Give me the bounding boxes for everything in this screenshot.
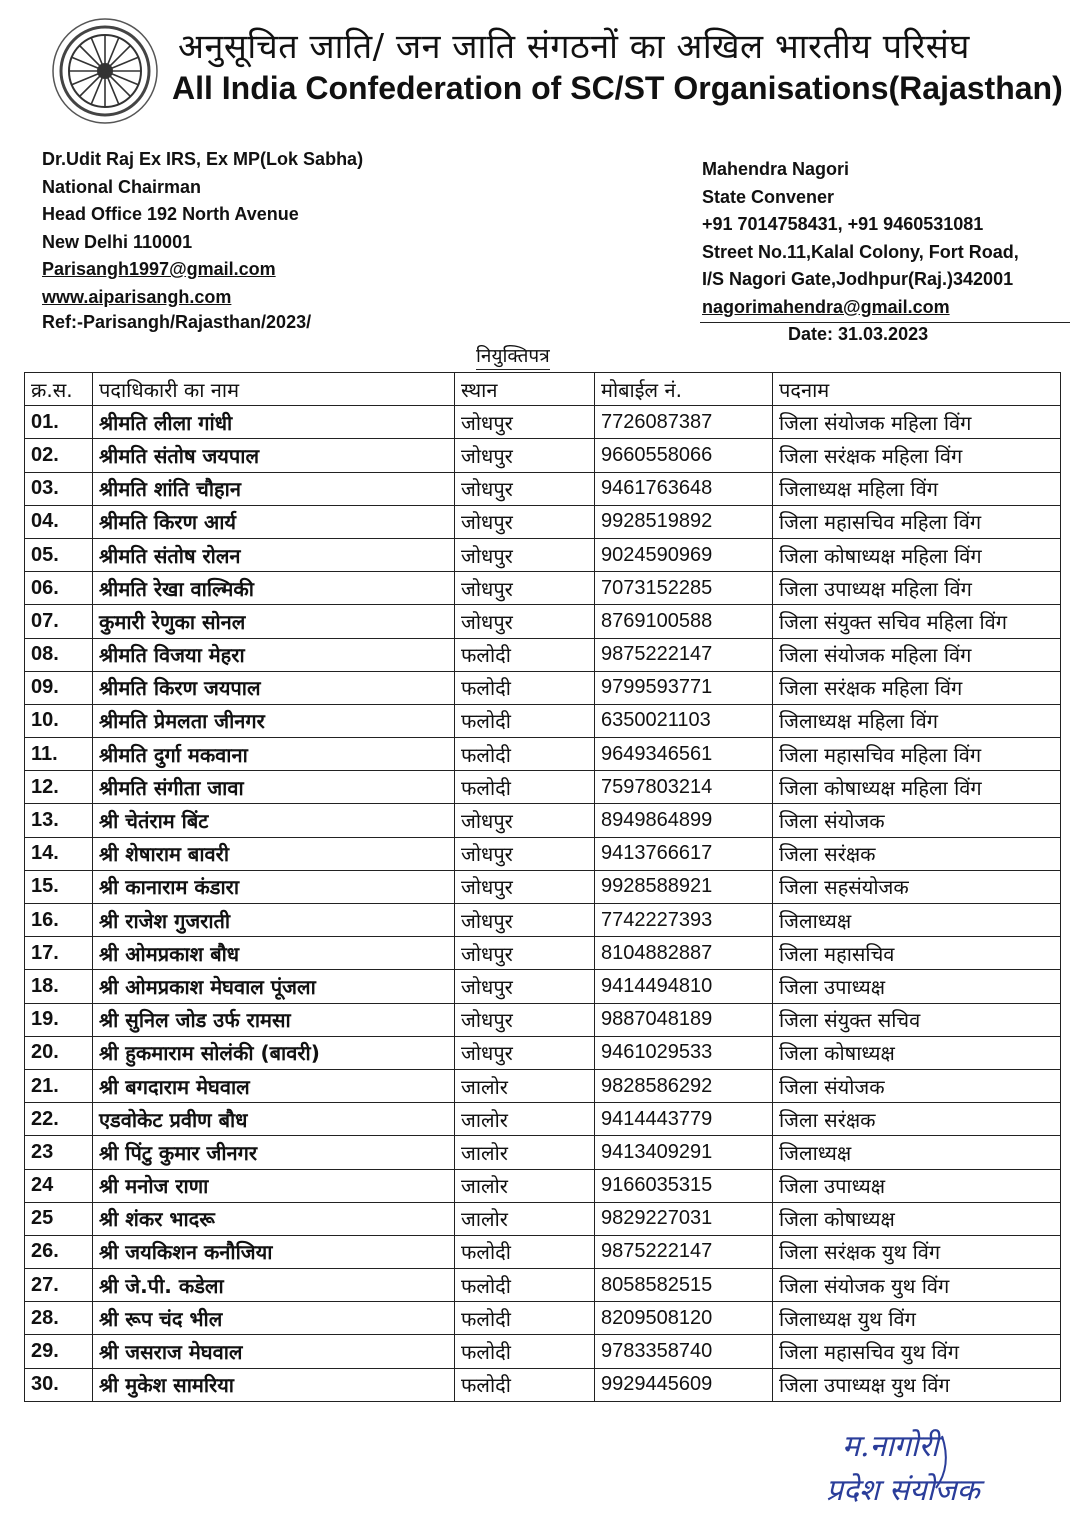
cell-serial: 14. (25, 837, 93, 870)
chairman-role: National Chairman (42, 176, 202, 197)
cell-mobile: 9414494810 (595, 970, 773, 1003)
head-office-city: New Delhi 110001 (42, 231, 193, 252)
table-row (25, 1003, 1061, 1036)
table-row (25, 1069, 1061, 1102)
cell-place: जोधपुर (455, 406, 595, 439)
cell-place: फलोदी (455, 671, 595, 704)
cell-serial: 21. (25, 1069, 93, 1102)
right-email: nagorimahendra@gmail.com (702, 296, 950, 317)
right-contact-block (702, 156, 1019, 321)
cell-mobile: 9828586292 (595, 1069, 773, 1102)
cell-mobile: 9461029533 (595, 1036, 773, 1069)
appointments-table (24, 372, 1061, 1402)
chairman-name: Dr.Udit Raj Ex IRS, Ex MP(Lok Sabha) (42, 149, 364, 169)
cell-designation: जिला कोषाध्यक्ष (773, 1036, 1061, 1069)
table-row (25, 1235, 1061, 1268)
cell-serial: 27. (25, 1269, 93, 1302)
col-header-serial: क्र.स. (25, 373, 93, 406)
cell-serial: 20. (25, 1036, 93, 1069)
org-title-hindi: अनुसूचित जाति/ जन जाति संगठनों का अखिल भारतीय परिसंघ (178, 27, 970, 67)
cell-place: फलोदी (455, 1269, 595, 1302)
table-row (25, 1335, 1061, 1368)
table-row (25, 704, 1061, 737)
head-office-address: Head Office 192 North Avenue (42, 204, 299, 224)
cell-name: श्री कानाराम कंडारा (93, 870, 455, 903)
cell-serial: 19. (25, 1003, 93, 1036)
cell-mobile: 9413766617 (595, 837, 773, 870)
cell-name: श्रीमति किरण आर्य (93, 505, 455, 538)
cell-place: जालोर (455, 1169, 595, 1202)
signature-title: प्रदेश संयोजक (826, 1473, 980, 1508)
cell-mobile: 9649346561 (595, 738, 773, 771)
cell-name: श्रीमति विजया मेहरा (93, 638, 455, 671)
cell-mobile: 7742227393 (595, 904, 773, 937)
table-row (25, 738, 1061, 771)
cell-serial: 11. (25, 738, 93, 771)
cell-place: जालोर (455, 1069, 595, 1102)
cell-mobile: 9929445609 (595, 1368, 773, 1401)
cell-designation: जिला सरंक्षक युथ विंग (773, 1235, 1061, 1268)
table-row (25, 804, 1061, 837)
convener-address-line1: Street No.11,Kalal Colony, Fort Road, (702, 241, 1019, 262)
cell-place: जोधपुर (455, 439, 595, 472)
cell-serial: 06. (25, 572, 93, 605)
cell-place: जालोर (455, 1202, 595, 1235)
cell-designation: जिलाध्यक्ष महिला विंग (773, 704, 1061, 737)
cell-place: जोधपुर (455, 904, 595, 937)
cell-designation: जिला संयुक्त सचिव महिला विंग (773, 605, 1061, 638)
cell-name: श्रीमति संतोष रोलन (93, 538, 455, 571)
cell-designation: जिला उपाध्यक्ष महिला विंग (773, 572, 1061, 605)
cell-mobile: 6350021103 (595, 704, 773, 737)
cell-serial: 26. (25, 1235, 93, 1268)
col-header-name: पदाधिकारी का नाम (93, 373, 455, 406)
table-row (25, 970, 1061, 1003)
website: www.aiparisangh.com (42, 286, 232, 307)
cell-designation: जिला संयोजक महिला विंग (773, 406, 1061, 439)
cell-serial: 15. (25, 870, 93, 903)
cell-designation: जिला कोषाध्यक्ष महिला विंग (773, 538, 1061, 571)
cell-place: जोधपुर (455, 1003, 595, 1036)
cell-designation: जिला कोषाध्यक्ष (773, 1202, 1061, 1235)
cell-designation: जिला उपाध्यक्ष (773, 970, 1061, 1003)
cell-designation: जिला संयोजक युथ विंग (773, 1269, 1061, 1302)
cell-designation: जिलाध्यक्ष (773, 1136, 1061, 1169)
cell-place: फलोदी (455, 771, 595, 804)
table-row (25, 1169, 1061, 1202)
table-row (25, 1136, 1061, 1169)
cell-place: जोधपुर (455, 472, 595, 505)
cell-mobile: 7597803214 (595, 771, 773, 804)
col-header-place: स्थान (455, 373, 595, 406)
cell-mobile: 9829227031 (595, 1202, 773, 1235)
cell-name: श्रीमति दुर्गा मकवाना (93, 738, 455, 771)
table-row (25, 439, 1061, 472)
cell-mobile: 9783358740 (595, 1335, 773, 1368)
table-row (25, 1036, 1061, 1069)
cell-mobile: 9024590969 (595, 538, 773, 571)
cell-designation: जिला महासचिव युथ विंग (773, 1335, 1061, 1368)
cell-name: श्री ओमप्रकाश बौध (93, 937, 455, 970)
table-row (25, 937, 1061, 970)
table-row (25, 1202, 1061, 1235)
cell-designation: जिला सहसंयोजक (773, 870, 1061, 903)
table-row (25, 904, 1061, 937)
cell-name: श्री रूप चंद भील (93, 1302, 455, 1335)
cell-serial: 29. (25, 1335, 93, 1368)
cell-place: जोधपुर (455, 970, 595, 1003)
cell-mobile: 9413409291 (595, 1136, 773, 1169)
cell-mobile: 7726087387 (595, 406, 773, 439)
cell-name: श्री मुकेश सामरिया (93, 1368, 455, 1401)
cell-mobile: 8949864899 (595, 804, 773, 837)
col-header-mobile: मोबाईल नं. (595, 373, 773, 406)
table-row (25, 638, 1061, 671)
table-row (25, 837, 1061, 870)
cell-mobile: 9928588921 (595, 870, 773, 903)
cell-designation: जिलाध्यक्ष युथ विंग (773, 1302, 1061, 1335)
signature-name: म.नागोरी (842, 1429, 939, 1464)
cell-serial: 13. (25, 804, 93, 837)
cell-name: कुमारी रेणुका सोनल (93, 605, 455, 638)
cell-mobile: 9799593771 (595, 671, 773, 704)
table-row (25, 505, 1061, 538)
convener-name: Mahendra Nagori (702, 159, 850, 179)
table-row (25, 1302, 1061, 1335)
cell-mobile: 8209508120 (595, 1302, 773, 1335)
cell-name: श्रीमति लीला गांधी (93, 406, 455, 439)
table-row (25, 671, 1061, 704)
cell-name: श्री मनोज राणा (93, 1169, 455, 1202)
cell-mobile: 9928519892 (595, 505, 773, 538)
cell-designation: जिलाध्यक्ष (773, 904, 1061, 937)
cell-serial: 01. (25, 406, 93, 439)
cell-name: श्री राजेश गुजराती (93, 904, 455, 937)
cell-name: श्री बगदाराम मेघवाल (93, 1069, 455, 1102)
left-contact-block (42, 146, 363, 311)
cell-mobile: 9875222147 (595, 1235, 773, 1268)
cell-designation: जिला संयोजक (773, 804, 1061, 837)
cell-serial: 09. (25, 671, 93, 704)
cell-place: फलोदी (455, 638, 595, 671)
cell-place: जोधपुर (455, 538, 595, 571)
table-row (25, 1368, 1061, 1401)
table-row (25, 406, 1061, 439)
cell-place: फलोदी (455, 1335, 595, 1368)
cell-place: फलोदी (455, 738, 595, 771)
cell-place: जोधपुर (455, 804, 595, 837)
cell-designation: जिला उपाध्यक्ष युथ विंग (773, 1368, 1061, 1401)
cell-name: श्री शंकर भादरू (93, 1202, 455, 1235)
cell-designation: जिला उपाध्यक्ष (773, 1169, 1061, 1202)
table-row (25, 472, 1061, 505)
table-row (25, 572, 1061, 605)
cell-serial: 08. (25, 638, 93, 671)
cell-serial: 05. (25, 538, 93, 571)
cell-designation: जिला सरंक्षक महिला विंग (773, 439, 1061, 472)
table-row (25, 771, 1061, 804)
cell-mobile: 9660558066 (595, 439, 773, 472)
cell-place: जालोर (455, 1136, 595, 1169)
cell-designation: जिला सरंक्षक (773, 837, 1061, 870)
cell-mobile: 8104882887 (595, 937, 773, 970)
cell-serial: 22. (25, 1103, 93, 1136)
cell-designation: जिला संयोजक (773, 1069, 1061, 1102)
cell-designation: जिला सरंक्षक (773, 1103, 1061, 1136)
table-row (25, 538, 1061, 571)
cell-name: श्री जयकिशन कनौजिया (93, 1235, 455, 1268)
cell-name: श्री जे.पी. कडेला (93, 1269, 455, 1302)
cell-designation: जिला संयुक्त सचिव (773, 1003, 1061, 1036)
cell-name: श्रीमति प्रेमलता जीनगर (93, 704, 455, 737)
cell-designation: जिला सरंक्षक महिला विंग (773, 671, 1061, 704)
cell-serial: 03. (25, 472, 93, 505)
cell-place: जोधपुर (455, 605, 595, 638)
cell-name: श्री चेतंराम बिंट (93, 804, 455, 837)
reference-number: Ref:-Parisangh/Rajasthan/2023/ (42, 312, 312, 332)
cell-serial: 25 (25, 1202, 93, 1235)
cell-designation: जिला महासचिव महिला विंग (773, 738, 1061, 771)
cell-mobile: 9887048189 (595, 1003, 773, 1036)
cell-place: जोधपुर (455, 870, 595, 903)
table-header-row (25, 373, 1061, 406)
cell-name: श्री जसराज मेघवाल (93, 1335, 455, 1368)
cell-mobile: 9414443779 (595, 1103, 773, 1136)
cell-designation: जिला कोषाध्यक्ष महिला विंग (773, 771, 1061, 804)
cell-mobile: 7073152285 (595, 572, 773, 605)
cell-mobile: 8769100588 (595, 605, 773, 638)
cell-serial: 16. (25, 904, 93, 937)
left-email: Parisangh1997@gmail.com (42, 259, 276, 279)
table-row (25, 1269, 1061, 1302)
cell-designation: जिलाध्यक्ष महिला विंग (773, 472, 1061, 505)
cell-designation: जिला महासचिव महिला विंग (773, 505, 1061, 538)
cell-name: एडवोकेट प्रवीण बौध (93, 1103, 455, 1136)
cell-designation: जिला महासचिव (773, 937, 1061, 970)
signature (822, 1418, 1062, 1518)
cell-place: फलोदी (455, 1302, 595, 1335)
cell-name: श्री ओमप्रकाश मेघवाल पूंजला (93, 970, 455, 1003)
cell-place: फलोदी (455, 1368, 595, 1401)
cell-mobile: 9166035315 (595, 1169, 773, 1202)
cell-name: श्री हुकमाराम सोलंकी (बावरी) (93, 1036, 455, 1069)
cell-serial: 18. (25, 970, 93, 1003)
header-divider (700, 322, 1070, 323)
cell-serial: 10. (25, 704, 93, 737)
cell-serial: 04. (25, 505, 93, 538)
table-row (25, 605, 1061, 638)
cell-name: श्रीमति संगीता जावा (93, 771, 455, 804)
cell-serial: 17. (25, 937, 93, 970)
cell-serial: 24 (25, 1169, 93, 1202)
cell-name: श्रीमति रेखा वाल्मिकी (93, 572, 455, 605)
letter-date: Date: 31.03.2023 (788, 324, 929, 344)
col-header-designation: पदनाम (773, 373, 1061, 406)
cell-mobile: 9461763648 (595, 472, 773, 505)
table-row (25, 870, 1061, 903)
cell-serial: 28. (25, 1302, 93, 1335)
cell-name: श्री पिंटु कुमार जीनगर (93, 1136, 455, 1169)
cell-place: फलोदी (455, 1235, 595, 1268)
organisation-emblem-icon (50, 16, 160, 126)
cell-place: जालोर (455, 1103, 595, 1136)
convener-role: State Convener (702, 186, 835, 207)
cell-place: जोधपुर (455, 572, 595, 605)
convener-address-line2: I/S Nagori Gate,Jodhpur(Raj.)342001 (702, 269, 1014, 289)
cell-serial: 02. (25, 439, 93, 472)
table-row (25, 1103, 1061, 1136)
cell-place: जोधपुर (455, 937, 595, 970)
cell-serial: 07. (25, 605, 93, 638)
cell-mobile: 9875222147 (595, 638, 773, 671)
cell-serial: 30. (25, 1368, 93, 1401)
cell-mobile: 8058582515 (595, 1269, 773, 1302)
cell-place: फलोदी (455, 704, 595, 737)
org-title-english: All India Confederation of SC/ST Organisations(Rajasthan) (172, 70, 1063, 106)
cell-designation: जिला संयोजक महिला विंग (773, 638, 1061, 671)
cell-serial: 12. (25, 771, 93, 804)
cell-name: श्रीमति किरण जयपाल (93, 671, 455, 704)
cell-name: श्रीमति शांति चौहान (93, 472, 455, 505)
cell-place: जोधपुर (455, 837, 595, 870)
cell-name: श्री सुनिल जोड उर्फ रामसा (93, 1003, 455, 1036)
convener-phones: +91 7014758431, +91 9460531081 (702, 214, 984, 234)
cell-name: श्रीमति संतोष जयपाल (93, 439, 455, 472)
cell-serial: 23 (25, 1136, 93, 1169)
cell-place: जोधपुर (455, 505, 595, 538)
cell-name: श्री शेषाराम बावरी (93, 837, 455, 870)
cell-place: जोधपुर (455, 1036, 595, 1069)
document-title: नियुक्तिपत्र (476, 342, 550, 370)
